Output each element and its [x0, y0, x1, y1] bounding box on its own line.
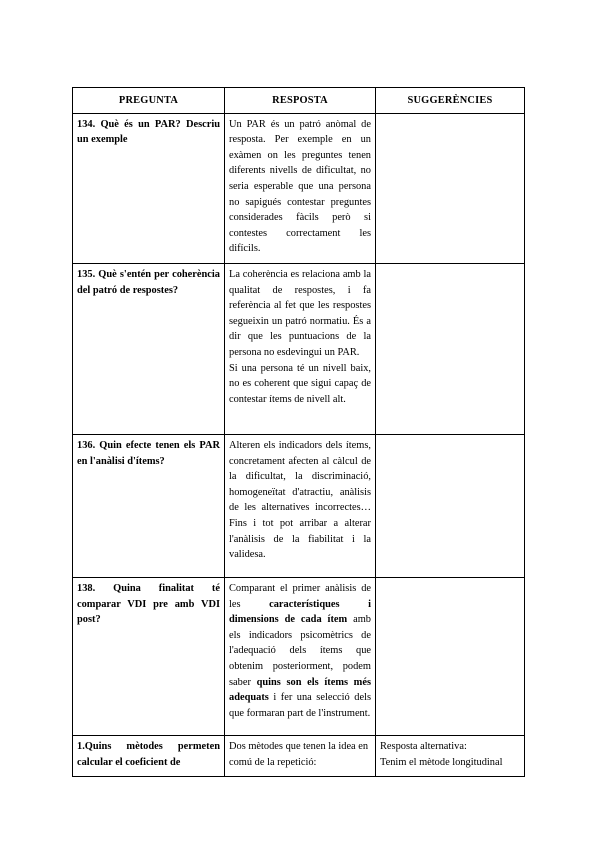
answer-emphasis: quins son els ítems més adequats	[229, 676, 371, 704]
question-cell: 138. Quina finalitat té comparar VDI pre amb VDI post?	[73, 577, 225, 735]
suggestion-cell	[376, 434, 525, 577]
answer-cell: Un PAR és un patró anòmal de resposta. Per exemple en un exàmen on les preguntes tenen diferents nivells de dificultat, no seria esperable que una persona no sapigués contestar preguntes considerades fàcils però si contestes correctament les difícils.	[225, 113, 376, 263]
header-pregunta: PREGUNTA	[73, 88, 225, 114]
answer-text: i fer una selecció dels que formaran part de l'instrument.	[229, 692, 371, 719]
answer-cell	[225, 577, 376, 735]
table-row	[73, 113, 525, 263]
suggestion-line: Tenim el mètode longitudinal	[380, 756, 503, 768]
table-row	[73, 434, 525, 577]
question-cell: 135. Què s'entén per coherència del patró de respostes?	[73, 263, 225, 434]
suggestion-cell	[376, 577, 525, 735]
suggestion-cell	[376, 735, 525, 776]
question-cell: 1.Quins mètodes permeten calcular el coeficient de	[73, 735, 225, 776]
header-resposta: RESPOSTA	[225, 88, 376, 114]
suggestion-cell	[376, 113, 525, 263]
answer-paragraph: Si una persona té un nivell baix, no es coherent que sigui capaç de contestar ítems de nivell alt.	[229, 362, 371, 405]
table-row	[73, 577, 525, 735]
header-suggerencies: SUGGERÈNCIES	[376, 88, 525, 114]
table-header-row	[73, 88, 525, 114]
question-cell: 134. Què és un PAR? Descriu un exemple	[73, 113, 225, 263]
answer-emphasis: característiques i dimensions de cada ítem	[229, 598, 371, 626]
answer-cell	[225, 263, 376, 434]
answer-text: amb els indicadors psicomètrics de l'adequació dels ítems que obtenim posteriorment, podem saber	[229, 614, 371, 688]
questions-table	[72, 87, 525, 777]
suggestion-line: Resposta alternativa:	[380, 740, 467, 752]
answer-cell: Alteren els indicadors dels ítems, concretament afecten al càlcul de la dificultat, la discriminació, homogeneïtat d'atractiu, anàlisis de les alternatives incorrectes… Fins i tot pot arribar a alterar l'anàlisis de la fiabilitat i la validesa.	[225, 434, 376, 577]
table-row	[73, 735, 525, 776]
answer-cell: Dos mètodes que tenen la idea en comú de la repetició:	[225, 735, 376, 776]
question-cell: 136. Quin efecte tenen els PAR en l'anàlisi d'ítems?	[73, 434, 225, 577]
answer-text: Comparant el primer anàlisis de les	[229, 582, 371, 610]
answer-paragraph: La coherència es relaciona amb la qualitat de respostes, i fa referència al fet que les respostes segueixin un patró normatiu. És a dir que les puntuacions de la persona no esdevingui un PAR.	[229, 268, 371, 358]
table-row	[73, 263, 525, 434]
suggestion-cell	[376, 263, 525, 434]
